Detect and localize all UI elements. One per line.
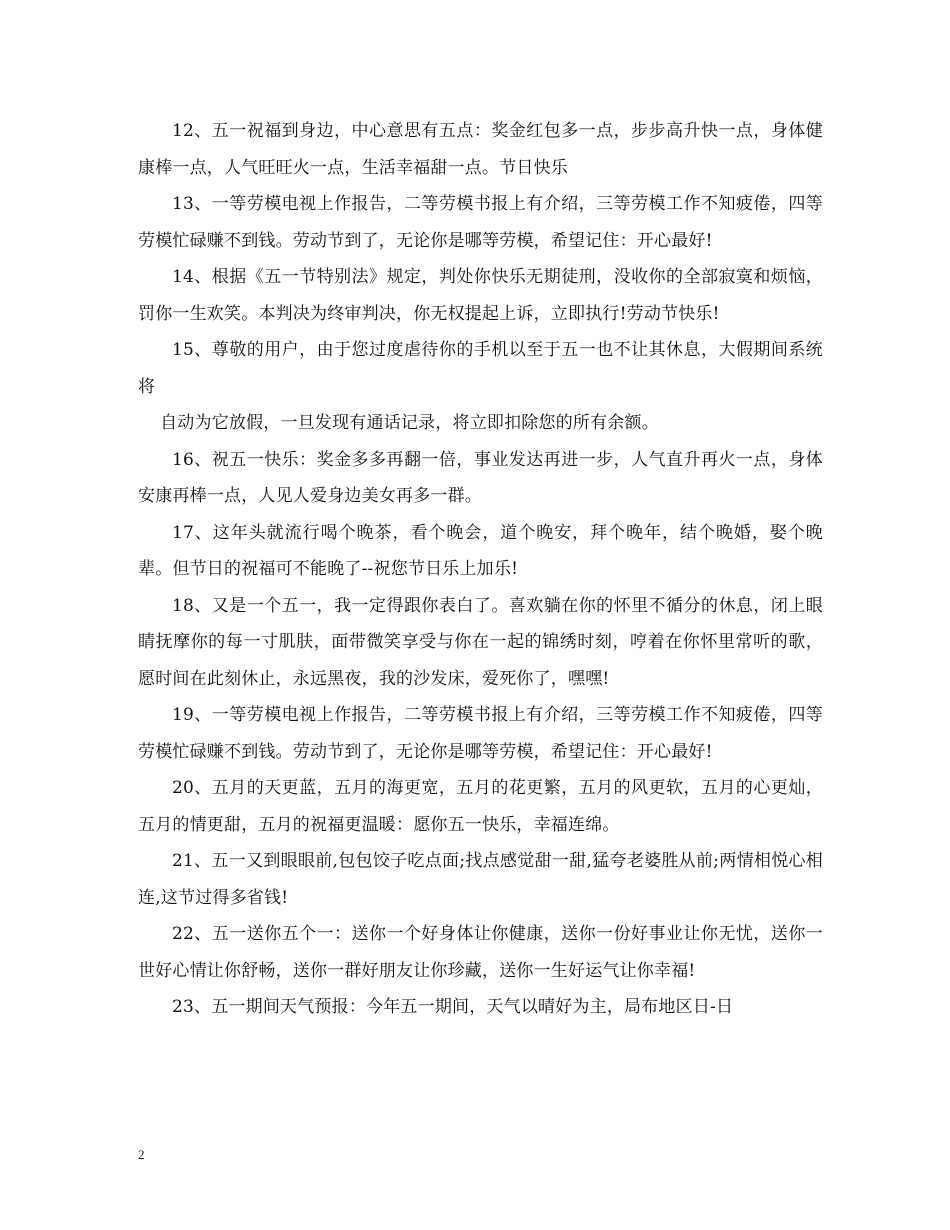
paragraph-21: 21、五一又到眼眼前,包包饺子吃点面;找点感觉甜一甜,猛夸老婆胜从前;两情相悦心相连,这节过得多省钱!	[138, 851, 823, 908]
paragraph-17: 17、这年头就流行喝个晚茶，看个晚会，道个晚安，拜个晚年，结个晚婚，娶个晚辈。但节日的祝福可不能晚了--祝您节日乐上加乐!	[138, 522, 823, 579]
paragraph-15: 15、尊敬的用户，由于您过度虐待你的手机以至于五一也不让其休息，大假期间系统将	[138, 340, 823, 397]
document-body	[138, 113, 823, 1026]
paragraph-23: 23、五一期间天气预报：今年五一期间，天气以晴好为主，局布地区日-日	[172, 997, 734, 1017]
paragraph-16: 16、祝五一快乐：奖金多多再翻一倍，事业发达再进一步，人气直升再火一点，身体安康再棒一点，人见人爱身边美女再多一群。	[138, 449, 823, 506]
paragraph-13: 13、一等劳模电视上作报告，二等劳模书报上有介绍，三等劳模工作不知疲倦，四等劳模忙碌赚不到钱。劳动节到了，无论你是哪等劳模，希望记住：开心最好!	[138, 194, 823, 251]
paragraph-22: 22、五一送你五个一：送你一个好身体让你健康，送你一份好事业让你无忧，送你一世好心情让你舒畅，送你一群好朋友让你珍藏，送你一生好运气让你幸福!	[138, 924, 823, 981]
paragraph-15-continued: 自动为它放假，一旦发现有通话记录，将立即扣除您的所有余额。	[160, 413, 659, 433]
paragraph-20: 20、五月的天更蓝，五月的海更宽，五月的花更繁，五月的风更软，五月的心更灿，五月的情更甜，五月的祝福更温暖：愿你五一快乐，幸福连绵。	[138, 778, 823, 835]
paragraph-12: 12、五一祝福到身边，中心意思有五点：奖金红包多一点，步步高升快一点，身体健康棒一点，人气旺旺火一点，生活幸福甜一点。节日快乐	[138, 121, 823, 178]
paragraph-19: 19、一等劳模电视上作报告，二等劳模书报上有介绍，三等劳模工作不知疲倦，四等劳模忙碌赚不到钱。劳动节到了，无论你是哪等劳模，希望记住：开心最好!	[138, 705, 823, 762]
page-number: 2	[138, 1147, 145, 1162]
paragraph-14: 14、根据《五一节特别法》规定，判处你快乐无期徒刑，没收你的全部寂寞和烦恼，罚你一生欢笑。本判决为终审判决，你无权提起上诉，立即执行!劳动节快乐!	[138, 267, 823, 324]
paragraph-18: 18、又是一个五一，我一定得跟你表白了。喜欢躺在你的怀里不循分的休息，闭上眼睛抚摩你的每一寸肌肤，面带微笑享受与你在一起的锦绣时刻，哼着在你怀里常听的歌，愿时间在此刻休止，永远黑夜，我的沙发床，爱死你了，嘿嘿!	[138, 595, 823, 689]
